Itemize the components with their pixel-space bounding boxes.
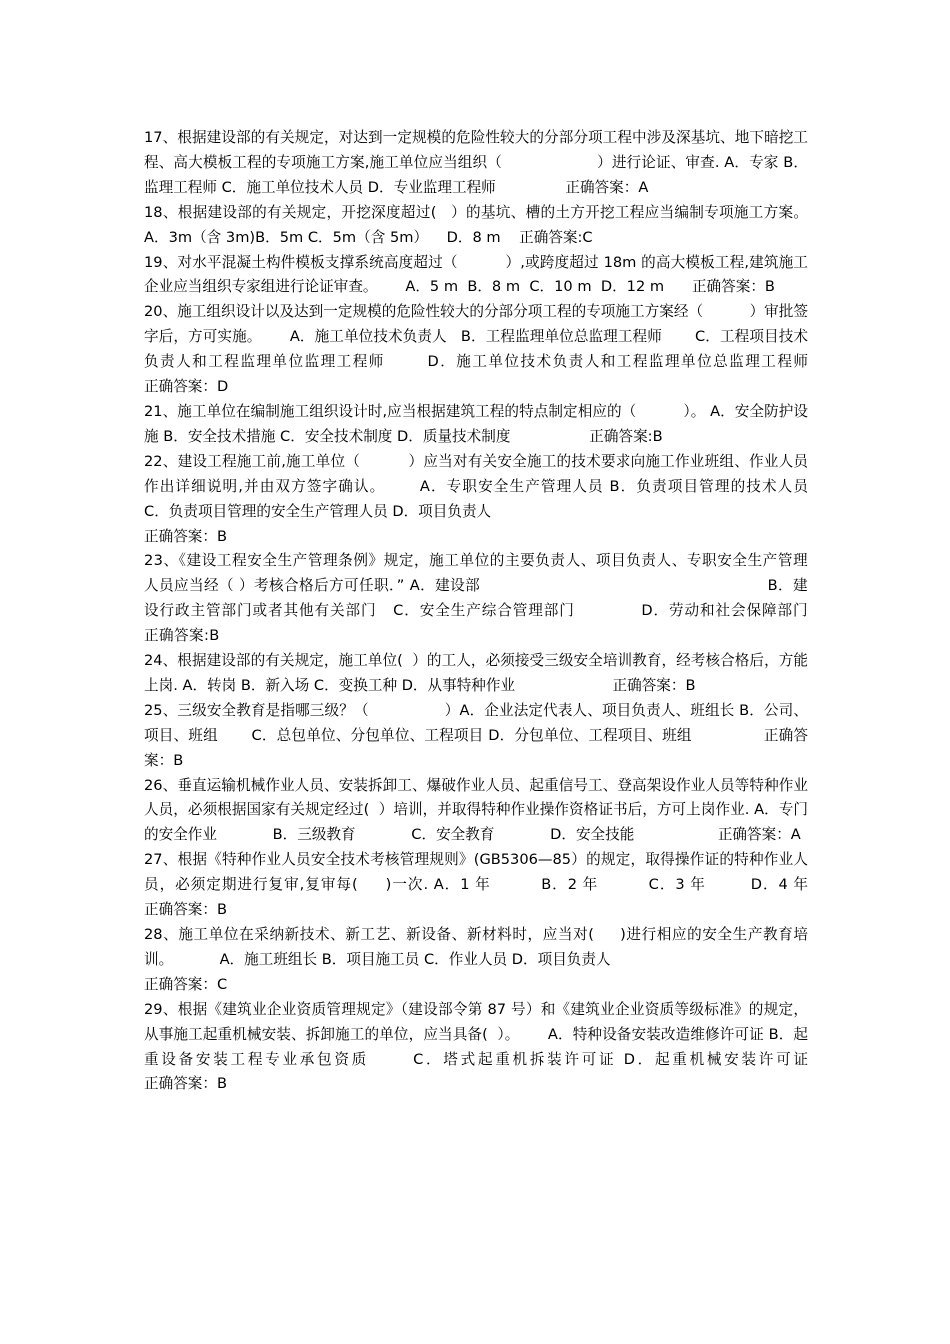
question-27 (144, 848, 938, 923)
question-text: 23、《建设工程安全生产管理条例》规定，施工单位的主要负责人、项目负责人、专职安全生产管理人员应当经（ ）考核合格后方可任职．” A．建设部 B．建设行政主管部门或者其他有关部门 C．安全生产综合管理部门 D．劳动和社会保障部门 (144, 552, 924, 620)
answer-label: 正确答案：C (144, 975, 228, 993)
question-text: 28、施工单位在采纳新技术、新工艺、新设备、新材料时，应当对( )进行相应的安全生产教育培训。 A．施工班组长 B．项目施工员 C．作业人员 D．项目负责人 (144, 926, 808, 968)
answer-label: 正确答案：D (144, 378, 229, 396)
question-text: 19、对水平混凝土构件模板支撑系统高度超过（ ）,或跨度超过 18m 的高大模板工程,建筑施工企业应当组织专家组进行论证审查。 A．5 m B．8 m C．10 m D．12 m (144, 253, 808, 296)
answer-label: 正确答案：A (717, 826, 801, 844)
answer-label: 正确答案：B (691, 278, 775, 296)
question-text: 27、根据《特种作业人员安全技术考核管理规则》(GB5306—85）的规定，取得操作证的特种作业人员，必须定期进行复审,复审每( )一次. A．1 年 B．2 年 C．3 年 D．4 年 (144, 851, 938, 894)
question-26 (144, 774, 808, 849)
answer-label: 正确答案：B (612, 676, 696, 694)
question-29 (144, 998, 948, 1098)
question-25 (144, 699, 808, 774)
question-23 (144, 549, 924, 649)
answer-label: 正确答案:B (589, 427, 663, 445)
document-page (144, 126, 948, 1097)
question-text: 25、三级安全教育是指哪三级？（ ）A．企业法定代表人、项目负责人、班组长 B．公司、项目、班组 C．总包单位、分包单位、工程项目 D．分包单位、工程项目、班组 (144, 701, 808, 744)
question-18 (144, 201, 827, 251)
answer-label: 正确答案：A (565, 178, 649, 196)
question-text: 24、根据建设部的有关规定，施工单位( ）的工人，必须接受三级安全培训教育，经考核合格后，方能上岗. A．转岗 B．新入场 C．变换工种 D．从事特种作业 (144, 652, 808, 694)
answer-label: 正确答案：B (144, 527, 227, 545)
question-text: 22、建设工程施工前,施工单位（ ）应当对有关安全施工的技术要求向施工作业班组、作业人员作出详细说明,并由双方签字确认。 A．专职安全生产管理人员 B．负责项目管理的技术人员 C．负责项目管理的安全生产管理人员 D．项目负责人 (144, 452, 808, 520)
answer-label: 正确答案:C (519, 228, 593, 246)
question-text: 17、根据建设部的有关规定，对达到一定规模的危险性较大的分部分项工程中涉及深基坑、地下暗挖工程、高大模板工程的专项施工方案,施工单位应当组织（ ）进行论证、审查. A．专家 B．监理工程师 C．施工单位技术人员 D．专业监理工程师 (144, 129, 808, 196)
question-19 (144, 251, 808, 301)
answer-label: 正确答案：B (144, 901, 227, 919)
answer-label: 正确答案:B (144, 627, 220, 645)
question-text: 20、施工组织设计以及达到一定规模的危险性较大的分部分项工程的专项施工方案经（ ）审批签字后，方可实施。 A．施工单位技术负责人 B．工程监理单位总监理工程师 C．工程项目技术负责人和工程监理单位监理工程师 D．施工单位技术负责人和工程监理单位总监理工程师 (144, 303, 948, 371)
question-20 (144, 300, 948, 400)
question-text: 29、根据《建筑业企业资质管理规定》（建设部令第 87 号）和《建筑业企业资质等级标准》的规定，从事施工起重机械安装、拆卸施工的单位，应当具备( ）。 A．特种设备安装改造维修许可证 B．起重设备安装工程专业承包资质 C．塔式起重机拆装许可证 D．起重机械安装许可证 (144, 1000, 948, 1068)
question-text: 21、施工单位在编制施工组织设计时,应当根据建筑工程的特点制定相应的（ ）。 A．安全防护设施 B．安全技术措施 C．安全技术制度 D．质量技术制度 (144, 402, 808, 445)
question-17 (144, 126, 808, 201)
question-text: 26、垂直运输机械作业人员、安装拆卸工、爆破作业人员、起重信号工、登高架设作业人员等特种作业人员，必须根据国家有关规定经过( ）培训，并取得特种作业操作资格证书后，方可上岗作业. A．专门的安全作业 B．三级教育 C．安全教育 D．安全技能 (144, 776, 808, 844)
question-text: 18、根据建设部的有关规定，开挖深度超过( ）的基坑、槽的土方开挖工程应当编制专项施工方案。 A．3m（含 3m)B．5m C．5m（含 5m） D．8 m (144, 203, 827, 246)
question-24 (144, 649, 808, 699)
question-21 (144, 400, 808, 450)
question-28 (144, 923, 808, 998)
answer-label: 正确答案：B (144, 1075, 227, 1093)
question-22 (144, 450, 808, 550)
answer-label: 正确答案：B (144, 726, 808, 769)
